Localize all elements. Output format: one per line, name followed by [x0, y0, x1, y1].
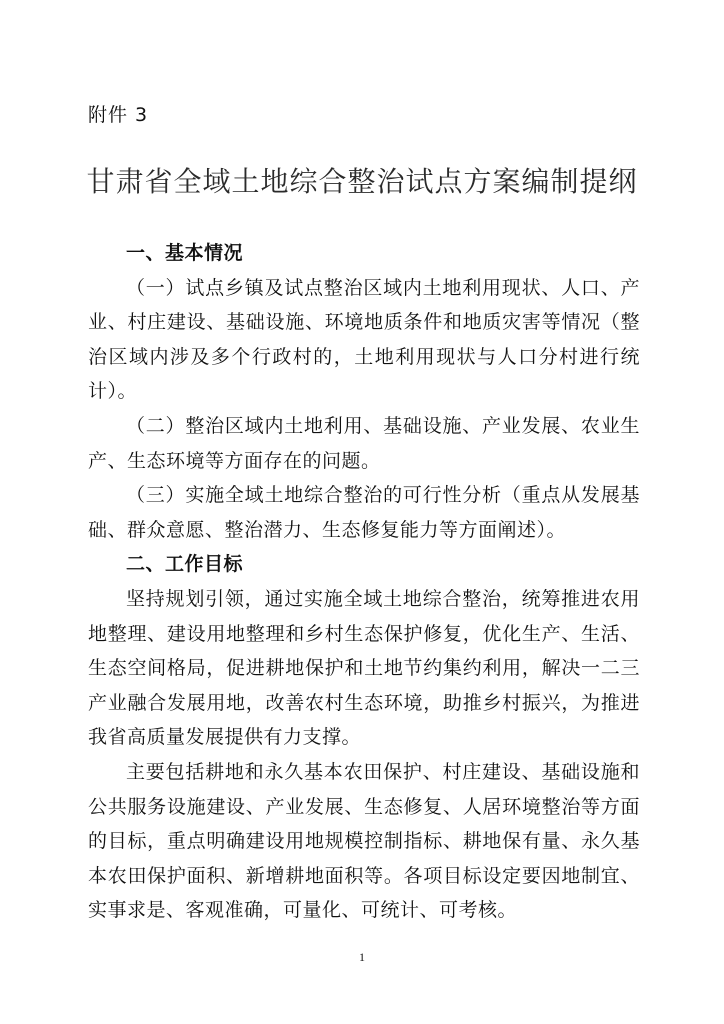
paragraph-item-3: （三）实施全域土地综合整治的可行性分析（重点从发展基础、群众意愿、整治潜力、生态修复能力等方面阐述）。 — [88, 484, 640, 541]
paragraph-item-2: （二）整治区域内土地利用、基础设施、产业发展、农业生产、生态环境等方面存在的问题。 — [88, 414, 640, 472]
paragraph-goals-2: 主要包括耕地和永久基本农田保护、村庄建设、基础设施和公共服务设施建设、产业发展、生态修复、人居环境整治等方面的目标，重点明确建设用地规模控制指标、耕地保有量、永久基本农田保护面积、新增耕地面积等。各项目标设定要因地制宜、实事求是、客观准确，可量化、可统计、可考核。 — [88, 760, 640, 922]
paragraph-item-1: （一）试点乡镇及试点整治区域内土地利用现状、人口、产业、村庄建设、基础设施、环境地质条件和地质灾害等情况（整治区域内涉及多个行政村的，土地利用现状与人口分村进行统计）。 — [88, 276, 640, 403]
section-heading-work-goals: 二、工作目标 — [126, 553, 244, 576]
page-number: 1 — [359, 950, 365, 964]
section-heading-basic-situation: 一、基本情况 — [126, 242, 244, 264]
paragraph-goals-1: 坚持规划引领，通过实施全域土地综合整治，统筹推进农用地整理、建设用地整理和乡村生态保护修复，优化生产、生活、生态空间格局，促进耕地保护和土地节约集约利用，解决一二三产业融合发展用地，改善农村生态环境，助推乡村振兴，为推进我省高质量发展提供有力支撑。 — [88, 587, 640, 749]
attachment-label: 附件 3 — [88, 104, 149, 126]
document-body — [88, 236, 640, 928]
document-title: 甘肃省全域土地综合整治试点方案编制提纲 — [86, 165, 638, 198]
